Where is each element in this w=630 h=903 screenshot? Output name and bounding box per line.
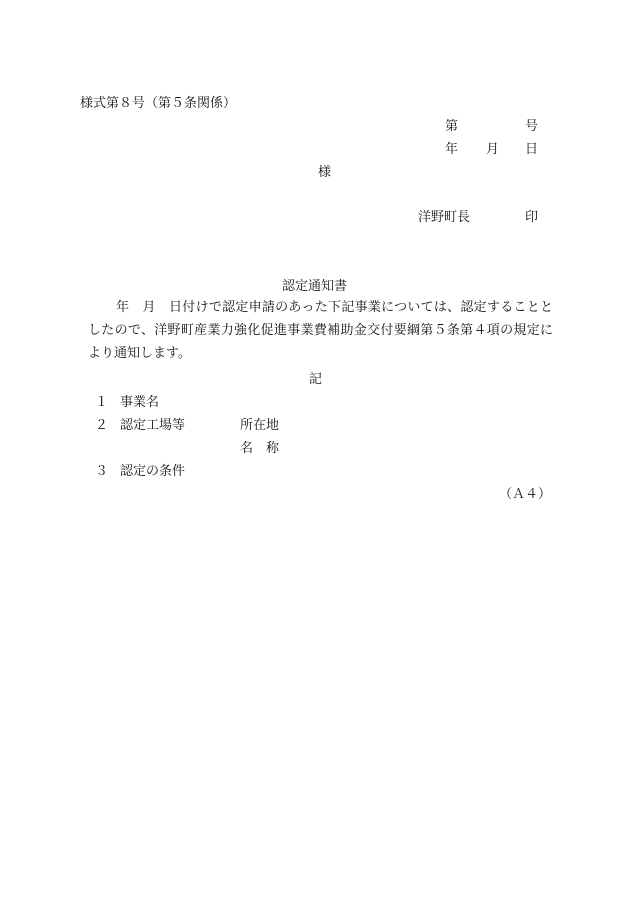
doc-number-prefix: 第 [445,119,459,134]
body-paragraph: 年 月 日付けで認定申請のあった下記事業については、認定することとしたので、洋野町産業力強化促進事業費補助金交付要綱第５条第４項の規定により通知します。 [88,300,553,361]
document-title: 認定通知書 [282,279,348,294]
doc-number-suffix: 号 [525,119,539,134]
item-1-number: １ [95,395,109,410]
date-month: 月 [486,142,500,157]
item-3-label: 認定の条件 [120,464,186,479]
seal-mark: 印 [525,210,539,225]
ki-heading: 記 [309,372,323,387]
item-3-number: ３ [95,464,109,479]
issuer-title: 洋野町長 [418,210,471,225]
date-day: 日 [525,142,539,157]
paper-size-note: （Ａ４） [499,487,552,502]
item-1-label: 事業名 [120,395,160,410]
item-2-name: 名 称 [240,441,280,456]
addressee-suffix: 様 [318,165,332,180]
date-year: 年 [445,142,459,157]
item-2-location: 所在地 [240,418,280,433]
form-number: 様式第８号（第５条関係） [80,96,237,111]
item-2-label: 認定工場等 [120,418,186,433]
item-2-number: ２ [95,418,109,433]
